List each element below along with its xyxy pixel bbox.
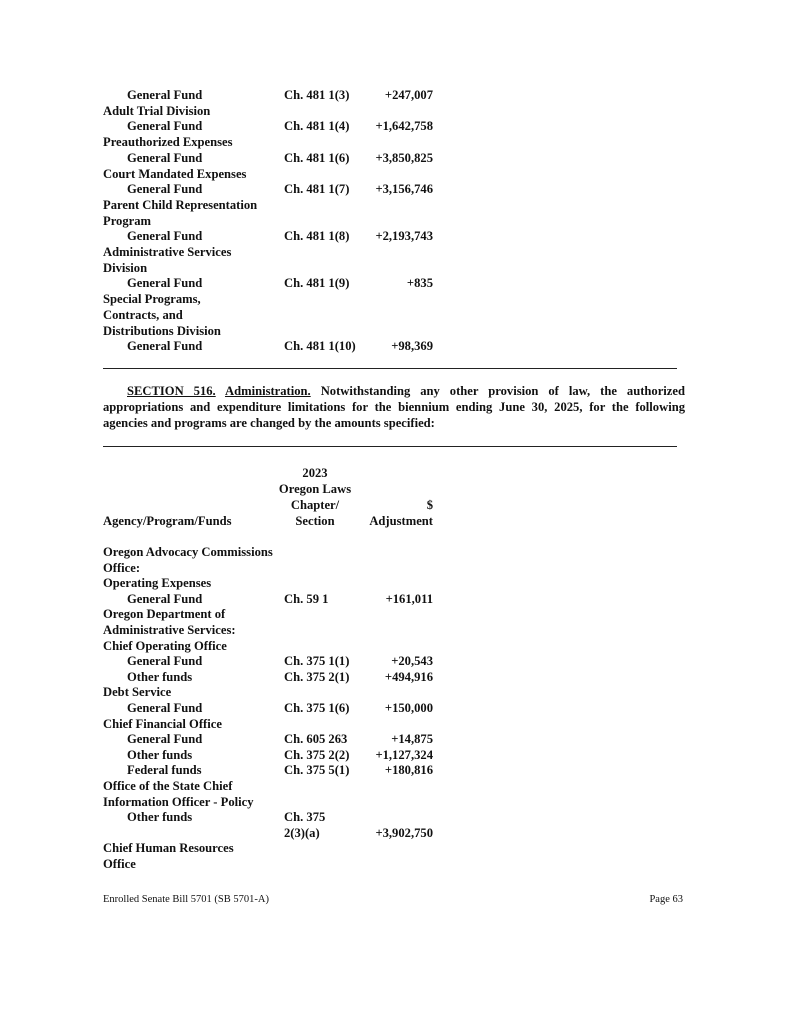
row-label: Other funds bbox=[127, 810, 193, 825]
row-label: Office of the State Chief bbox=[103, 779, 233, 793]
table-row bbox=[103, 684, 443, 700]
row-label: Preauthorized Expenses bbox=[103, 135, 233, 150]
section-divider-top bbox=[103, 368, 677, 369]
row-amount: +20,543 bbox=[391, 654, 433, 669]
table-row bbox=[103, 716, 443, 732]
footer-page-number: Page 63 bbox=[649, 894, 683, 905]
row-amount: +180,816 bbox=[384, 763, 433, 778]
row-chapter: Ch. 375 bbox=[284, 810, 326, 825]
row-label: Special Programs, bbox=[103, 292, 201, 307]
table-row bbox=[103, 166, 443, 182]
row-label: Chief Human Resources bbox=[103, 841, 234, 856]
row-amount: +150,000 bbox=[384, 701, 433, 715]
row-amount: +835 bbox=[406, 276, 433, 291]
table-row bbox=[103, 275, 443, 291]
section-title: Administration. bbox=[224, 384, 311, 398]
table-row bbox=[103, 840, 443, 856]
row-label: Oregon Department of bbox=[103, 607, 226, 622]
header-year: 2023 bbox=[302, 466, 328, 480]
row-label: Administrative Services: bbox=[103, 623, 236, 637]
table-row bbox=[103, 825, 443, 841]
row-chapter: Ch. 375 1(6) bbox=[284, 701, 350, 715]
table-row bbox=[103, 809, 443, 825]
table-row bbox=[103, 544, 443, 560]
row-label: General Fund bbox=[127, 182, 203, 197]
row-chapter: Ch. 481 1(8) bbox=[284, 229, 350, 244]
row-chapter: Ch. 375 2(2) bbox=[284, 747, 350, 762]
table-row bbox=[103, 87, 443, 103]
table-row bbox=[103, 638, 443, 654]
table-row bbox=[103, 181, 443, 197]
row-chapter: Ch. 481 1(3) bbox=[284, 88, 350, 102]
table-row bbox=[103, 338, 443, 354]
row-label: General Fund bbox=[127, 339, 203, 354]
section-body: Notwithstanding any other provision of law, the authorized appropriations and expenditure limitations for the biennium ending June 30, 2025, for the following agencies and programs are changed by the amounts specified: bbox=[103, 384, 685, 430]
row-label: General Fund bbox=[127, 229, 203, 244]
table-row bbox=[103, 700, 443, 716]
table-row bbox=[103, 778, 443, 794]
row-chapter: Ch. 481 1(7) bbox=[284, 182, 350, 197]
section-paragraph bbox=[103, 383, 685, 431]
header-agency-program-funds: Agency/Program/Funds bbox=[103, 514, 232, 528]
row-label: Office bbox=[103, 857, 136, 871]
table-row bbox=[103, 731, 443, 747]
row-label: Contracts, and bbox=[103, 307, 183, 322]
table-row bbox=[103, 228, 443, 244]
row-label: Chief Financial Office bbox=[103, 716, 222, 731]
table-row bbox=[103, 323, 443, 339]
row-amount: +14,875 bbox=[391, 732, 433, 747]
row-label: Debt Service bbox=[103, 685, 172, 700]
row-label: Operating Expenses bbox=[103, 576, 212, 591]
row-label: Program bbox=[103, 213, 152, 228]
row-amount: +3,902,750 bbox=[375, 825, 433, 840]
footer-bill-name: Enrolled Senate Bill 5701 (SB 5701-A) bbox=[103, 894, 269, 905]
row-label: Court Mandated Expenses bbox=[103, 166, 247, 181]
row-label: Administrative Services bbox=[103, 245, 232, 259]
row-label: General Fund bbox=[127, 591, 203, 606]
table-row bbox=[103, 794, 443, 810]
row-amount: +2,193,743 bbox=[375, 229, 433, 244]
row-chapter: Ch. 481 1(9) bbox=[284, 276, 350, 291]
table-row bbox=[103, 260, 443, 276]
table-row bbox=[103, 118, 443, 134]
row-label: Information Officer - Policy bbox=[103, 794, 254, 809]
row-label: General Fund bbox=[127, 119, 203, 134]
row-label: General Fund bbox=[127, 654, 203, 669]
section-number: SECTION 516. bbox=[127, 384, 216, 398]
table-row bbox=[103, 291, 443, 307]
row-label: Distributions Division bbox=[103, 323, 221, 338]
row-label: Adult Trial Division bbox=[103, 103, 211, 118]
section-divider-bottom bbox=[103, 446, 677, 447]
row-chapter: Ch. 375 2(1) bbox=[284, 669, 350, 684]
table-row bbox=[103, 197, 443, 213]
row-chapter: Ch. 481 1(6) bbox=[284, 150, 350, 165]
row-label: General Fund bbox=[127, 150, 203, 165]
table-row bbox=[103, 244, 443, 260]
table-row bbox=[103, 307, 443, 323]
row-amount: +247,007 bbox=[384, 88, 433, 102]
row-label: Other funds bbox=[127, 669, 193, 684]
header-chapter: Chapter/ bbox=[290, 498, 340, 512]
table-row bbox=[103, 150, 443, 166]
table-row bbox=[103, 591, 443, 607]
table-row bbox=[103, 606, 443, 622]
row-label: General Fund bbox=[127, 732, 203, 747]
table-row bbox=[103, 560, 443, 576]
table-row bbox=[103, 747, 443, 763]
row-label: General Fund bbox=[127, 701, 203, 715]
header-dollar-sign: $ bbox=[426, 498, 433, 512]
row-label: Division bbox=[103, 260, 148, 275]
row-label: Chief Operating Office bbox=[103, 638, 227, 653]
row-label: General Fund bbox=[127, 88, 203, 102]
row-amount: +3,850,825 bbox=[375, 150, 433, 165]
table-row bbox=[103, 213, 443, 229]
table-row bbox=[103, 856, 443, 872]
row-amount: +161,011 bbox=[385, 591, 433, 606]
table-row bbox=[103, 762, 443, 778]
row-amount: +1,642,758 bbox=[375, 119, 433, 134]
row-chapter: Ch. 375 5(1) bbox=[284, 763, 350, 778]
row-chapter: Ch. 59 1 bbox=[284, 591, 329, 606]
table-row bbox=[103, 103, 443, 119]
row-label: Parent Child Representation bbox=[103, 197, 258, 212]
header-section: Section bbox=[295, 514, 335, 528]
table-row bbox=[103, 622, 443, 638]
row-amount: +98,369 bbox=[391, 339, 433, 354]
header-adjustment: Adjustment bbox=[369, 514, 433, 528]
row-amount: +3,156,746 bbox=[375, 182, 433, 197]
row-chapter: Ch. 375 1(1) bbox=[284, 654, 350, 669]
row-label: Office: bbox=[103, 560, 141, 575]
table-row bbox=[103, 575, 443, 591]
table-row bbox=[103, 134, 443, 150]
row-chapter: 2(3)(a) bbox=[284, 825, 320, 840]
row-label: Federal funds bbox=[127, 763, 202, 778]
row-chapter: Ch. 481 1(10) bbox=[284, 339, 356, 354]
row-amount: +494,916 bbox=[384, 669, 433, 684]
row-chapter: Ch. 605 263 bbox=[284, 732, 348, 747]
row-amount: +1,127,324 bbox=[375, 747, 433, 762]
row-label: General Fund bbox=[127, 276, 203, 291]
table-row bbox=[103, 669, 443, 685]
row-chapter: Ch. 481 1(4) bbox=[284, 119, 350, 134]
row-label: Oregon Advocacy Commissions bbox=[103, 545, 273, 559]
row-label: Other funds bbox=[127, 747, 193, 762]
table-row bbox=[103, 653, 443, 669]
header-oregon-laws: Oregon Laws bbox=[278, 482, 352, 496]
